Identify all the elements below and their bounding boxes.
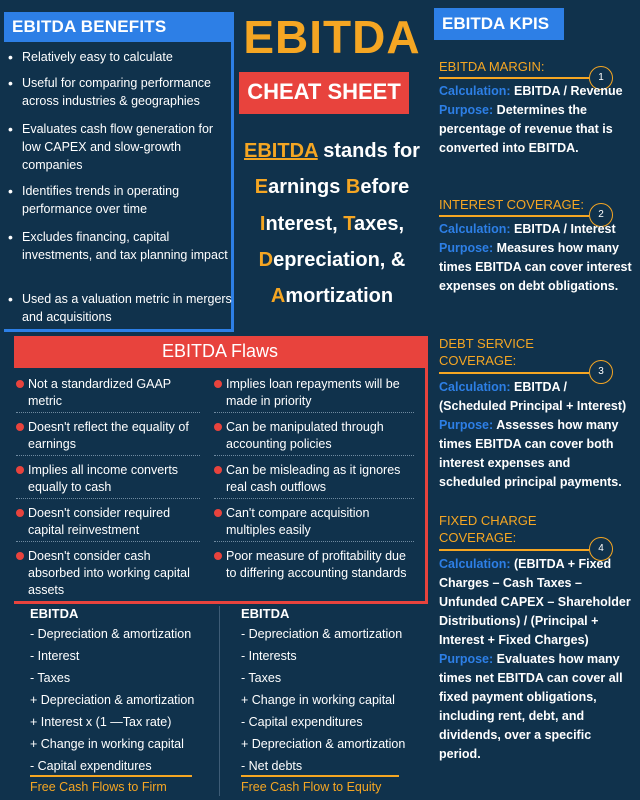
- fcff-line: - Taxes: [30, 671, 71, 685]
- fcff-line: - Depreciation & amortization: [30, 627, 192, 641]
- flaw-item: Implies loan repayments will be made in priority: [214, 376, 414, 413]
- benefits-header: EBITDA BENEFITS: [4, 12, 232, 42]
- kpi-number-badge: 2: [589, 203, 613, 227]
- kpi-body-fixed-charge: Calculation: (EBITDA + Fixed Charges – Cash Taxes – Unfunded CAPEX – Shareholder Distributions) / (Principal + Interest + Fixed Charges) Purpose: Evaluates how many times net EBITDA can cover all fixed payment obligations, including rent, debt, and dividends, over a specific period.: [439, 557, 631, 761]
- fcfe-line: + Depreciation & amortization: [241, 737, 406, 751]
- fcfe-head: EBITDA: [241, 606, 290, 621]
- benefit-item: • Evaluates cash flow generation for low CAPEX and slow-growth companies: [22, 120, 232, 174]
- stands-ebitda-word: EBITDA: [244, 140, 318, 162]
- flaw-item: Can be misleading as it ignores real cash outflows: [214, 462, 414, 499]
- stands-for-text: stands for: [317, 140, 420, 162]
- flaw-item: Can't compare acquisition multiples easily: [214, 505, 414, 542]
- kpi-title-rule: [439, 372, 589, 374]
- flaw-item: Not a standardized GAAP metric: [16, 376, 200, 413]
- fcff-line: + Change in working capital: [30, 737, 184, 751]
- kpi-title-rule: [439, 77, 589, 79]
- kpi-number-badge: 4: [589, 537, 613, 561]
- fcfe-line: - Capital expenditures: [241, 715, 363, 729]
- cheat-sheet-badge: CHEAT SHEET: [239, 72, 409, 114]
- kpi-body-debt-service: Calculation: EBITDA / (Scheduled Principal + Interest) Purpose: Assesses how many times EBITDA can cover both interest expenses and scheduled principal payments.: [439, 380, 627, 489]
- flaw-item: Doesn't consider required capital reinvestment: [16, 505, 200, 542]
- flaw-item: Doesn't consider cash absorbed into working capital assets: [16, 548, 200, 601]
- flaw-item: Poor measure of profitability due to differing accounting standards: [214, 548, 414, 584]
- fcff-line: + Depreciation & amortization: [30, 693, 195, 707]
- fcff-result: Free Cash Flows to Firm: [30, 780, 167, 794]
- flaw-item: Can be manipulated through accounting policies: [214, 419, 414, 456]
- kpi-title-rule: [439, 215, 589, 217]
- kpi-body-margin: Calculation: EBITDA / Revenue Purpose: Determines the percentage of revenue that is converted into EBITDA.: [439, 84, 623, 155]
- acronym-line-earnings: Earnings Before: [254, 176, 410, 198]
- kpi-body-interest: Calculation: EBITDA / Interest Purpose: Measures how many times EBITDA can cover interest expenses on debt obligations.: [439, 222, 632, 293]
- kpi-title-debt-service: DEBT SERVICE COVERAGE:: [439, 336, 534, 368]
- kpi-title-margin: EBITDA MARGIN:: [439, 59, 545, 74]
- flaws-header: EBITDA Flaws: [14, 336, 426, 368]
- acronym-line-depreciation: Depreciation, &: [258, 249, 406, 271]
- fcfe-line: + Change in working capital: [241, 693, 395, 707]
- fcff-head: EBITDA: [30, 606, 79, 621]
- flaw-item: Doesn't reflect the equality of earnings: [16, 419, 200, 456]
- fcfe-rule: [241, 775, 399, 777]
- kpi-number-badge: 3: [589, 360, 613, 384]
- benefit-item: • Identifies trends in operating performance over time: [22, 182, 232, 218]
- fcff-line: - Capital expenditures: [30, 759, 152, 773]
- kpi-title-rule: [439, 549, 589, 551]
- flaw-item: Implies all income converts equally to cash: [16, 462, 200, 499]
- acronym-line-interest: Interest, Taxes,: [259, 213, 405, 235]
- fcff-rule: [30, 775, 192, 777]
- benefit-item: • Useful for comparing performance across industries & geographies: [22, 74, 232, 110]
- acronym-line-amortization: Amortization: [270, 285, 394, 307]
- fcfe-result: Free Cash Flow to Equity: [241, 780, 382, 794]
- kpis-header: EBITDA KPIS: [434, 8, 564, 40]
- benefit-item: • Used as a valuation metric in mergers and acquisitions: [22, 290, 232, 326]
- fcfe-line: - Depreciation & amortization: [241, 627, 403, 641]
- fcfe-line: - Net debts: [241, 759, 303, 773]
- benefit-item: • Excludes financing, capital investments, and tax planning impact: [22, 228, 232, 264]
- kpi-number-badge: 1: [589, 66, 613, 90]
- stands-for-line: [236, 140, 428, 163]
- kpi-title-fixed-charge: FIXED CHARGE COVERAGE:: [439, 513, 537, 545]
- page-title: EBITDA: [243, 11, 421, 63]
- kpi-title-interest: INTEREST COVERAGE:: [439, 197, 584, 212]
- fcfe-line: - Taxes: [241, 671, 282, 685]
- fcff-line: + Interest x (1 —Tax rate): [30, 715, 172, 729]
- fcfe-line: - Interests: [241, 649, 297, 663]
- benefit-item: • Relatively easy to calculate: [22, 48, 232, 66]
- cashflow-divider: [219, 606, 220, 796]
- fcff-line: - Interest: [30, 649, 80, 663]
